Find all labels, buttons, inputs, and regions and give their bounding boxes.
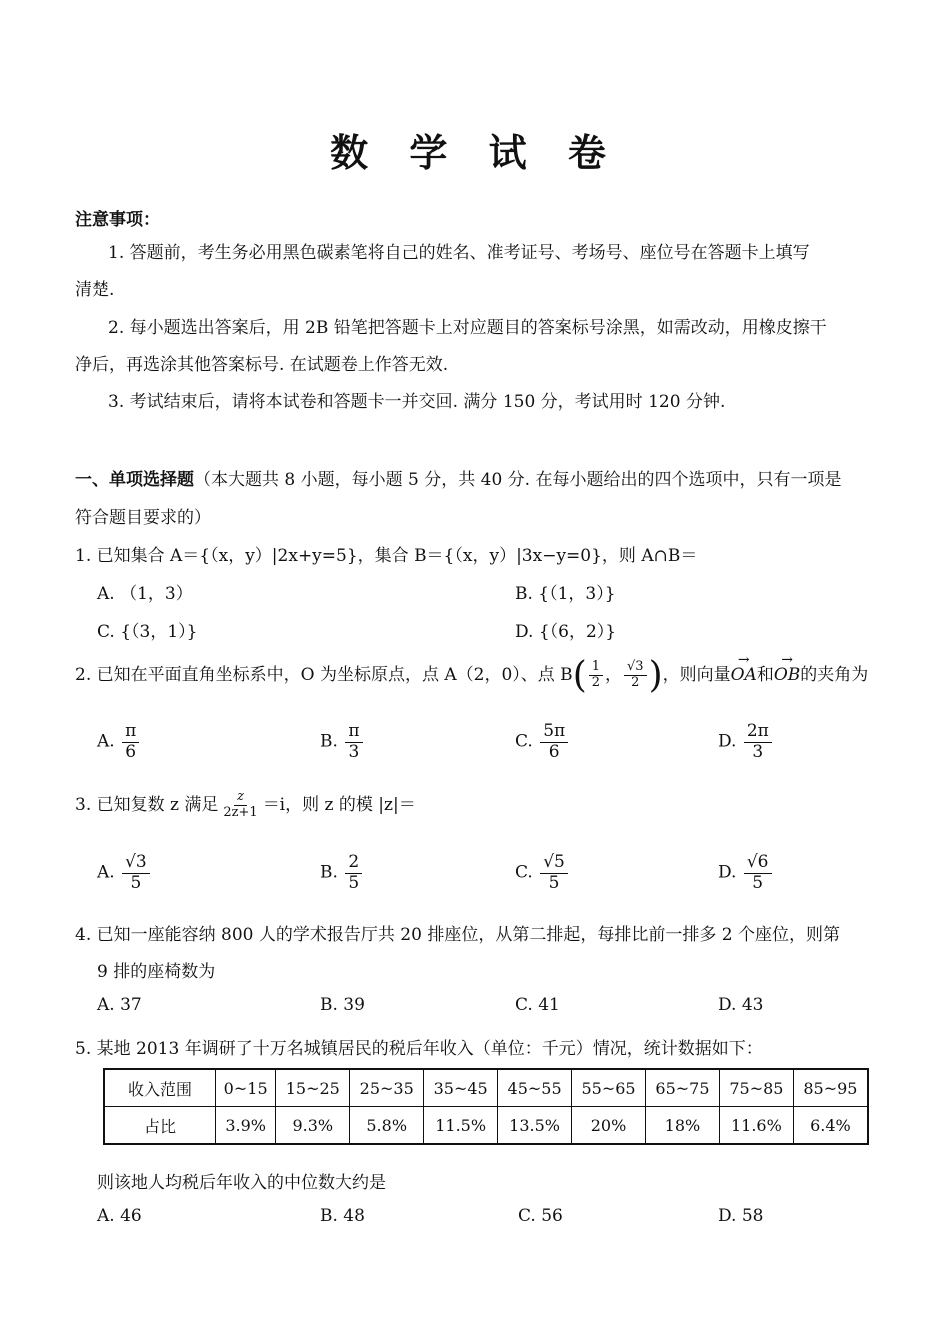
fraction-denominator: 5 <box>548 872 560 893</box>
vector-oa: → OA <box>731 665 757 685</box>
table-cell: 收入范围 <box>104 1069 216 1107</box>
table-cell: 11.6% <box>719 1107 793 1145</box>
question-4-option-a: A. 37 <box>97 995 142 1015</box>
fraction-denominator: 5 <box>348 872 360 893</box>
question-2-stem-a: 2. 已知在平面直角坐标系中，O 为坐标原点，点 A（2，0）、点 B <box>75 665 573 685</box>
question-4-option-c: C. 41 <box>515 995 560 1015</box>
question-2-stem-c: 的夹角为 <box>800 665 869 685</box>
table-cell: 35~45 <box>424 1069 498 1107</box>
question-1-stem: 1. 已知集合 A＝{（x，y）|2x+y=5}，集合 B＝{（x，y）|3x−y=0}，则 A∩B＝ <box>75 546 698 566</box>
table-cell: 55~65 <box>572 1069 646 1107</box>
table-cell: 15~25 <box>276 1069 350 1107</box>
fraction-numerator: π <box>345 722 362 743</box>
section-1-heading: 一、单项选择题 <box>75 470 194 490</box>
table-cell: 0~15 <box>216 1069 276 1107</box>
point-b-y-denominator: 2 <box>631 675 640 690</box>
fraction-denominator: 6 <box>548 741 560 762</box>
question-4-option-d: D. 43 <box>718 995 764 1015</box>
question-3-fraction <box>220 790 260 821</box>
option-fraction <box>345 853 362 893</box>
fraction-denominator: 5 <box>130 872 142 893</box>
question-5-option-a: A. 46 <box>97 1206 142 1226</box>
question-5-option-d: D. 58 <box>718 1206 764 1226</box>
option-label: C. <box>515 862 533 883</box>
question-2-option-b <box>320 722 365 762</box>
option-label: D. <box>718 862 737 883</box>
question-3-option-a <box>97 853 152 893</box>
point-b-x-denominator: 2 <box>591 675 601 690</box>
fraction-denominator: 2z+1 <box>223 805 258 820</box>
table-cell: 13.5% <box>498 1107 572 1145</box>
question-3-option-c <box>515 853 570 893</box>
question-1-option-b: B. {（1，3）} <box>515 584 616 604</box>
option-fraction <box>540 853 568 893</box>
fraction-numerator: π <box>122 722 139 743</box>
fraction-numerator: 2π <box>744 722 772 743</box>
table-cell: 11.5% <box>424 1107 498 1145</box>
fraction-numerator: z <box>234 790 247 806</box>
fraction-denominator: 3 <box>348 741 360 762</box>
notice-item-3: 3. 考试结束后，请将本试卷和答题卡一并交回. 满分 150 分，考试用时 120 分钟. <box>108 392 726 412</box>
point-b-y-fraction <box>624 660 647 691</box>
table-cell: 85~95 <box>793 1069 868 1107</box>
fraction-denominator: 3 <box>752 741 764 762</box>
question-2-mid: 和 <box>756 665 774 685</box>
notice-item-2-line-1: 2. 每小题选出答案后，用 2B 铅笔把答题卡上对应题目的答案标号涂黑，如需改动，用橡皮擦干 <box>108 318 827 338</box>
table-cell: 20% <box>572 1107 646 1145</box>
option-label: B. <box>320 731 338 752</box>
option-label: D. <box>718 731 737 752</box>
question-3-stem <box>75 790 416 821</box>
option-label: A. <box>97 862 115 883</box>
table-row <box>104 1107 868 1145</box>
question-5-option-b: B. 48 <box>320 1206 365 1226</box>
option-label: A. <box>97 731 115 752</box>
question-5-stem: 5. 某地 2013 年调研了十万名城镇居民的税后年收入（单位：千元）情况，统计数据如下： <box>75 1039 763 1059</box>
question-3-stem-b: ＝i，则 z 的模 |z|＝ <box>262 795 416 815</box>
table-cell: 6.4% <box>793 1107 868 1145</box>
fraction-numerator: 2 <box>345 853 362 874</box>
option-label: B. <box>320 862 338 883</box>
section-1-intro-line-1 <box>75 465 842 490</box>
question-1-option-d: D. {（6，2）} <box>515 622 617 642</box>
notice-heading: 注意事项： <box>75 210 160 230</box>
option-fraction <box>345 722 362 762</box>
table-cell: 65~75 <box>645 1069 719 1107</box>
question-2-stem: 2. 已知在平面直角坐标系中，O 为坐标原点，点 A（2，0）、点 B( $\frac{1}{2}$ ， $\frac{√3}{2}$ )，则向量→ OA和→ OB的夹角为 <box>75 655 868 696</box>
option-fraction <box>122 722 139 762</box>
question-3-option-d <box>718 853 774 893</box>
point-b-x-fraction <box>589 660 603 691</box>
question-2-option-a <box>97 722 141 762</box>
section-1-desc-line-2: 符合题目要求的） <box>75 508 211 528</box>
fraction-numerator: √3 <box>122 853 150 874</box>
point-b-y-numerator: √3 <box>624 660 647 676</box>
fraction-numerator: 5π <box>540 722 568 743</box>
notice-item-1-line-1: 1. 答题前，考生务必用黑色碳素笔将自己的姓名、准考证号、考场号、座位号在答题卡上填写 <box>108 243 810 263</box>
table-cell: 25~35 <box>350 1069 424 1107</box>
option-fraction <box>744 853 772 893</box>
fraction-denominator: 5 <box>752 872 764 893</box>
question-3-option-b <box>320 853 364 893</box>
section-1-desc-line-1: （本大题共 8 小题，每小题 5 分，共 40 分. 在每小题给出的四个选项中，只有一项是 <box>194 470 842 490</box>
table-cell: 75~85 <box>719 1069 793 1107</box>
question-1-option-a: A. （1，3） <box>97 584 193 604</box>
option-fraction <box>122 853 150 893</box>
option-fraction <box>744 722 772 762</box>
notice-item-1-line-2: 清楚. <box>75 280 115 300</box>
question-3-stem-a: 3. 已知复数 z 满足 <box>75 795 219 815</box>
table-cell: 18% <box>645 1107 719 1145</box>
question-4-option-b: B. 39 <box>320 995 365 1015</box>
page-title: 数 学 试 卷 <box>330 130 620 175</box>
table-cell: 45~55 <box>498 1069 572 1107</box>
question-4-stem-line-1: 4. 已知一座能容纳 800 人的学术报告厅共 20 排座位，从第二排起，每排比前一排多 2 个座位，则第 <box>75 925 840 945</box>
fraction-numerator: √6 <box>744 853 772 874</box>
question-2-option-d <box>718 722 774 762</box>
option-label: C. <box>515 731 533 752</box>
table-cell: 占比 <box>104 1107 216 1145</box>
table-cell: 5.8% <box>350 1107 424 1145</box>
point-b-x-numerator: 1 <box>589 660 603 676</box>
income-table <box>103 1068 869 1145</box>
question-1-option-c: C. {（3，1）} <box>97 622 198 642</box>
question-5-option-c: C. 56 <box>518 1206 563 1226</box>
question-5-question: 则该地人均税后年收入的中位数大约是 <box>97 1173 386 1193</box>
vector-ob: → OB <box>774 665 800 685</box>
notice-item-2-line-2: 净后，再选涂其他答案标号. 在试题卷上作答无效. <box>75 355 449 375</box>
question-2-option-c <box>515 722 570 762</box>
table-row <box>104 1069 868 1107</box>
fraction-denominator: 6 <box>125 741 137 762</box>
question-2-stem-b: ，则向量 <box>662 665 731 685</box>
option-fraction <box>540 722 568 762</box>
table-cell: 3.9% <box>216 1107 276 1145</box>
table-cell: 9.3% <box>276 1107 350 1145</box>
question-4-stem-line-2: 9 排的座椅数为 <box>97 962 216 982</box>
fraction-numerator: √5 <box>540 853 568 874</box>
